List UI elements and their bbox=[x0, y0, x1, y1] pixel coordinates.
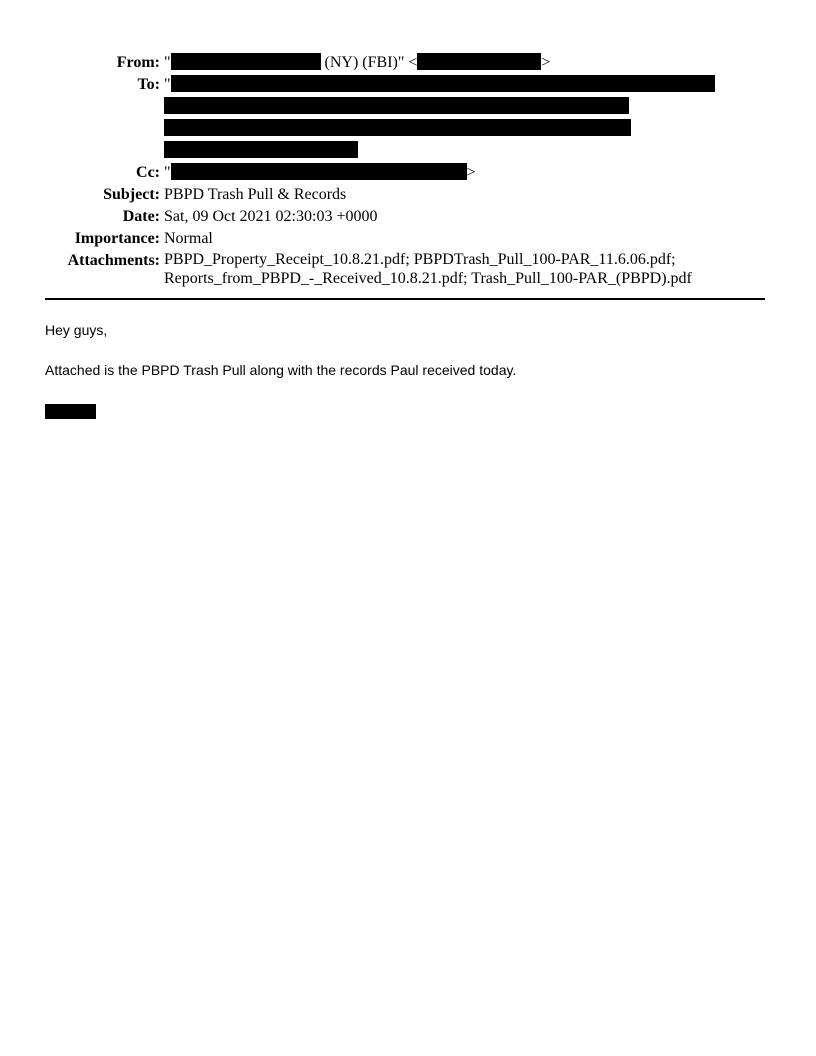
from-value bbox=[164, 52, 724, 74]
greeting-text: Hey guys, bbox=[45, 322, 108, 338]
email-body bbox=[45, 320, 765, 400]
redaction-block bbox=[171, 163, 467, 180]
signature-redaction-block bbox=[45, 404, 96, 419]
date-label: Date: bbox=[122, 208, 160, 225]
importance-row bbox=[0, 228, 816, 250]
from-prefix: " bbox=[164, 54, 171, 71]
from-label: From: bbox=[116, 54, 160, 71]
cc-row bbox=[0, 162, 816, 184]
to-value bbox=[164, 74, 724, 159]
redaction-block bbox=[171, 75, 715, 92]
from-middle: (NY) (FBI)" < bbox=[320, 54, 418, 71]
from-suffix: > bbox=[541, 54, 551, 71]
date-row bbox=[0, 206, 816, 228]
cc-suffix: > bbox=[466, 164, 476, 181]
attachments-label: Attachments: bbox=[67, 252, 160, 269]
cc-value bbox=[164, 162, 724, 184]
attachment-list-line: Reports_from_PBPD_-_Received_10.8.21.pdf; Trash_Pull_100-PAR_(PBPD).pdf bbox=[164, 270, 692, 287]
redaction-block bbox=[164, 141, 358, 158]
attachments-value bbox=[164, 250, 724, 288]
redaction-block bbox=[417, 53, 541, 70]
from-row bbox=[0, 52, 816, 74]
email-header bbox=[0, 52, 816, 288]
to-label: To: bbox=[137, 76, 160, 93]
cc-label: Cc: bbox=[136, 164, 160, 181]
to-row bbox=[0, 74, 816, 159]
redaction-block bbox=[164, 119, 631, 136]
attachments-row bbox=[0, 250, 816, 288]
redaction-block bbox=[164, 97, 629, 114]
subject-label: Subject: bbox=[103, 186, 160, 203]
redaction-block bbox=[171, 53, 321, 70]
to-prefix: " bbox=[164, 76, 171, 93]
importance-value: Normal bbox=[164, 230, 213, 247]
subject-value: PBPD Trash Pull & Records bbox=[164, 186, 347, 203]
attachment-list-line: PBPD_Property_Receipt_10.8.21.pdf; PBPDTrash_Pull_100-PAR_11.6.06.pdf; bbox=[164, 251, 676, 268]
importance-label: Importance: bbox=[74, 230, 160, 247]
subject-row bbox=[0, 184, 816, 206]
date-value: Sat, 09 Oct 2021 02:30:03 +0000 bbox=[164, 208, 378, 225]
cc-prefix: " bbox=[164, 164, 171, 181]
header-divider bbox=[45, 298, 765, 300]
message-text: Attached is the PBPD Trash Pull along with the records Paul received today. bbox=[45, 362, 517, 378]
